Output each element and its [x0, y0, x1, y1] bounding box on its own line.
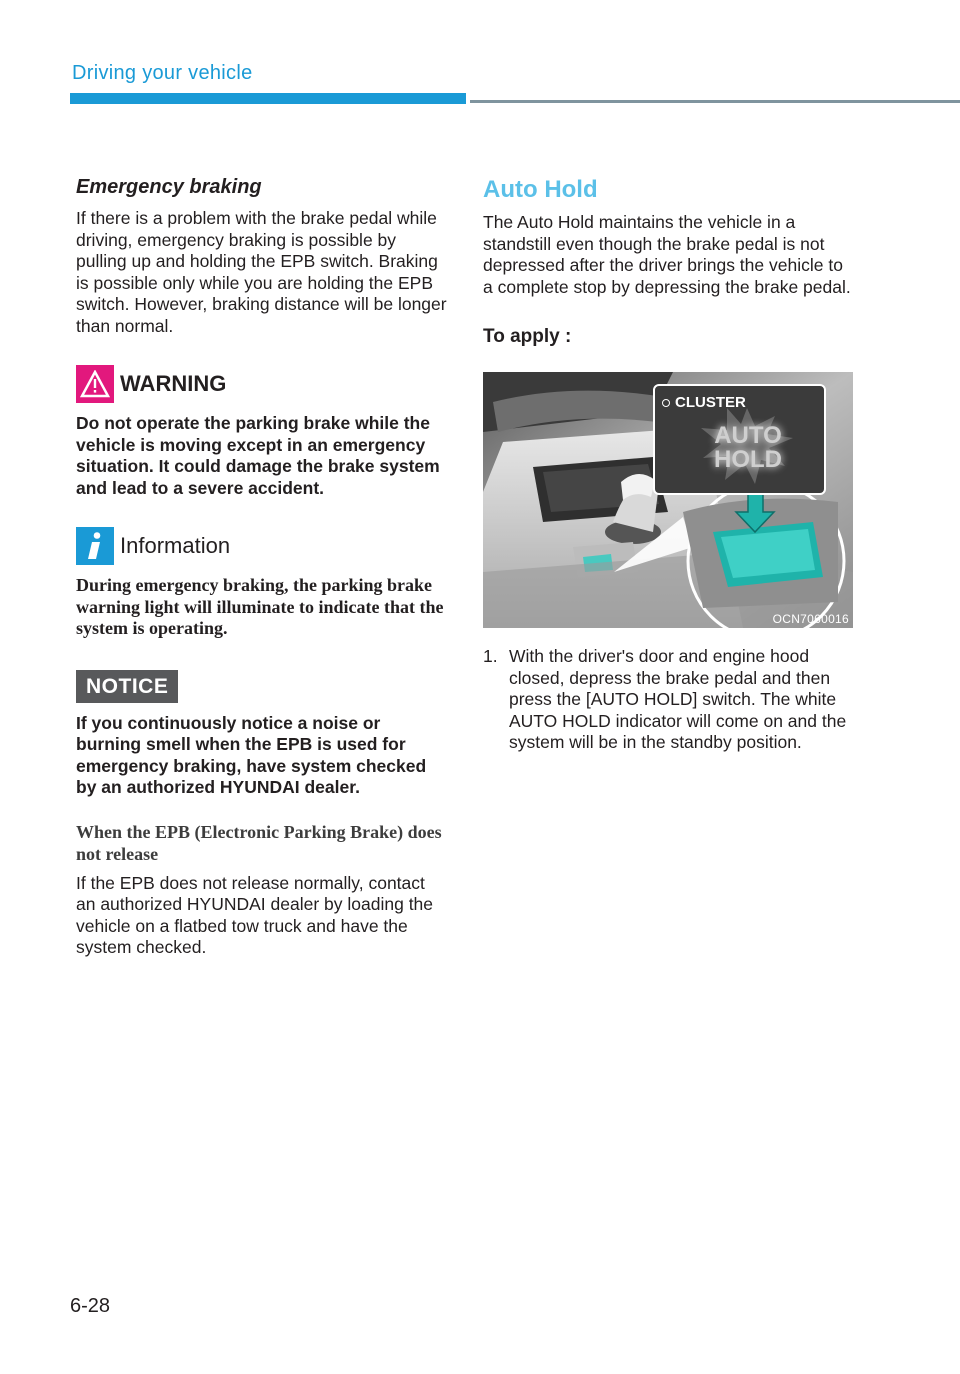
apply-steps [483, 636, 855, 754]
emergency-braking-heading: Emergency braking [76, 176, 262, 198]
warning-title: WARNING [120, 371, 227, 396]
cluster-label: CLUSTER [675, 394, 746, 411]
notice-body: If you continuously notice a noise or burning smell when the EPB is used for emergency braking, have system checked by an authorized HYUNDAI dealer. [76, 712, 427, 797]
auto-hold-figure [483, 372, 853, 628]
information-header [76, 527, 448, 565]
step-text: With the driver's door and engine hood closed, depress the brake pedal and then press the [AUTO HOLD] switch. The white AUTO HOLD indicator will come on and the system will be in the standby position. [509, 646, 847, 752]
epb-not-release-body: If the EPB does not release normally, contact an authorized HYUNDAI dealer by loading the vehicle on a flatbed tow truck and have the system checked. [76, 872, 434, 957]
auto-label: AUTO [714, 422, 782, 449]
hold-label: HOLD [714, 446, 782, 473]
auto-hold-heading: Auto Hold [483, 176, 598, 203]
warning-icon [76, 365, 114, 403]
information-title: Information [120, 533, 231, 558]
left-column [76, 176, 448, 959]
info-icon [76, 527, 114, 565]
figure-code: OCN7060016 [772, 612, 849, 626]
cluster-inset [653, 384, 826, 495]
emergency-braking-body: If there is a problem with the brake pedal while driving, emergency braking is possible by pulling up and holding the EPB switch. Braking is possible only while you are holding the EPB switch. However, braking distance will be longer than normal. [76, 208, 447, 336]
auto-hold-body: The Auto Hold maintains the vehicle in a standstill even though the brake pedal is not depressed after the driver brings the vehicle to a complete stop by depressing the brake pedal. [483, 212, 851, 297]
right-column [483, 176, 855, 348]
to-apply-heading: To apply : [483, 326, 572, 347]
step-number: 1. [483, 646, 498, 666]
header-rule-blue [70, 93, 466, 104]
page-number: 6-28 [70, 1295, 111, 1317]
list-item [483, 646, 855, 754]
information-body: During emergency braking, the parking brake warning light will illuminate to indicate that the system is operating. [76, 575, 444, 638]
warning-body: Do not operate the parking brake while the vehicle is moving except in an emergency situation. It could damage the brake system and lead to a severe accident. [76, 413, 440, 498]
header-rule-gray [470, 100, 960, 103]
epb-not-release-heading: When the EPB (Electronic Parking Brake) does not release [76, 821, 442, 864]
section-title: Driving your vehicle [72, 62, 253, 84]
notice-badge: NOTICE [76, 670, 178, 703]
auto-hold-indicator [703, 424, 793, 472]
warning-header [76, 365, 448, 403]
